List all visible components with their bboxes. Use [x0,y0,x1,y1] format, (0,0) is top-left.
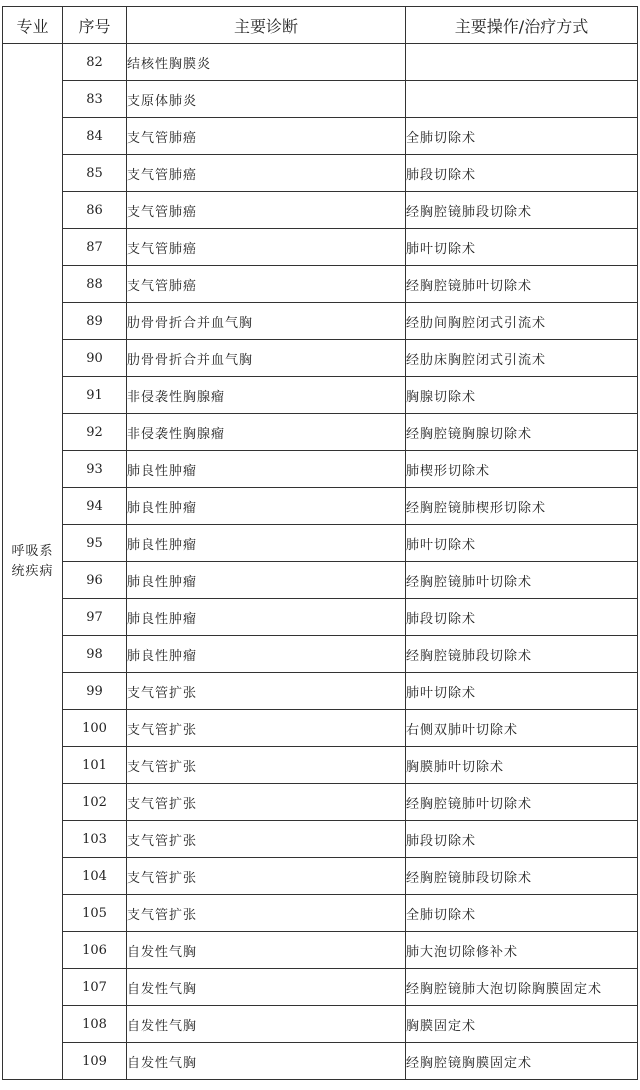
table-row [3,266,638,303]
diagnosis-cell: 支气管扩张 [127,821,406,858]
diagnosis-procedure-table [2,6,638,1080]
row-number-cell: 86 [63,192,127,229]
table-row [3,562,638,599]
table-row [3,192,638,229]
row-number-cell: 104 [63,858,127,895]
table-row [3,488,638,525]
row-number-cell: 108 [63,1006,127,1043]
diagnosis-cell: 支气管扩张 [127,747,406,784]
row-number-cell: 88 [63,266,127,303]
row-number-cell: 107 [63,969,127,1006]
row-number-cell: 99 [63,673,127,710]
table-row [3,747,638,784]
procedure-cell: 经胸腔镜肺大泡切除胸膜固定术 [406,969,638,1006]
diagnosis-cell: 支气管肺癌 [127,155,406,192]
row-number-cell: 95 [63,525,127,562]
diagnosis-cell: 支气管肺癌 [127,229,406,266]
procedure-cell: 经胸腔镜胸膜固定术 [406,1043,638,1080]
table-row [3,81,638,118]
specialty-label-line: 呼吸系 [11,543,54,559]
row-number-cell: 106 [63,932,127,969]
diagnosis-cell: 肺良性肿瘤 [127,488,406,525]
diagnosis-cell: 非侵袭性胸腺瘤 [127,414,406,451]
table-row [3,858,638,895]
diagnosis-cell: 支气管扩张 [127,710,406,747]
procedure-cell: 经胸腔镜肺叶切除术 [406,562,638,599]
diagnosis-cell: 非侵袭性胸腺瘤 [127,377,406,414]
diagnosis-cell: 自发性气胸 [127,1043,406,1080]
diagnosis-cell: 肋骨骨折合并血气胸 [127,340,406,377]
row-number-cell: 91 [63,377,127,414]
procedure-cell: 经胸腔镜胸腺切除术 [406,414,638,451]
procedure-cell: 经胸腔镜肺段切除术 [406,636,638,673]
procedure-cell: 肺大泡切除修补术 [406,932,638,969]
row-number-cell: 101 [63,747,127,784]
diagnosis-cell: 支气管扩张 [127,858,406,895]
procedure-cell: 肺叶切除术 [406,229,638,266]
procedure-cell: 经胸腔镜肺叶切除术 [406,266,638,303]
procedure-cell: 胸膜肺叶切除术 [406,747,638,784]
table-body [3,44,638,1080]
row-number-cell: 92 [63,414,127,451]
table-row [3,673,638,710]
row-number-cell: 109 [63,1043,127,1080]
procedure-cell: 肺楔形切除术 [406,451,638,488]
row-number-cell: 98 [63,636,127,673]
procedure-cell: 经胸腔镜肺段切除术 [406,858,638,895]
procedure-cell: 肺叶切除术 [406,673,638,710]
diagnosis-cell: 肺良性肿瘤 [127,451,406,488]
row-number-cell: 93 [63,451,127,488]
table-row [3,414,638,451]
diagnosis-cell: 自发性气胸 [127,1006,406,1043]
procedure-cell: 右侧双肺叶切除术 [406,710,638,747]
row-number-cell: 85 [63,155,127,192]
row-number-cell: 84 [63,118,127,155]
diagnosis-cell: 肺良性肿瘤 [127,562,406,599]
row-number-cell: 97 [63,599,127,636]
row-number-cell: 103 [63,821,127,858]
row-number-cell: 102 [63,784,127,821]
procedure-cell: 胸腺切除术 [406,377,638,414]
procedure-cell: 肺段切除术 [406,155,638,192]
table-row [3,784,638,821]
diagnosis-cell: 支气管扩张 [127,673,406,710]
table-row [3,340,638,377]
procedure-cell: 经胸腔镜肺叶切除术 [406,784,638,821]
procedure-cell: 全肺切除术 [406,118,638,155]
table-row [3,229,638,266]
specialty-cell [3,44,63,1080]
diagnosis-cell: 支气管肺癌 [127,192,406,229]
diagnosis-cell: 支原体肺炎 [127,81,406,118]
table-row [3,377,638,414]
diagnosis-cell: 支气管扩张 [127,784,406,821]
procedure-cell: 经肋间胸腔闭式引流术 [406,303,638,340]
procedure-cell: 肺段切除术 [406,821,638,858]
row-number-cell: 100 [63,710,127,747]
row-number-cell: 87 [63,229,127,266]
table-row [3,821,638,858]
procedure-cell: 肺段切除术 [406,599,638,636]
procedure-cell: 胸膜固定术 [406,1006,638,1043]
header-specialty: 专业 [3,7,63,44]
diagnosis-cell: 结核性胸膜炎 [127,44,406,81]
table-row [3,525,638,562]
diagnosis-cell: 肋骨骨折合并血气胸 [127,303,406,340]
diagnosis-cell: 自发性气胸 [127,969,406,1006]
diagnosis-cell: 支气管肺癌 [127,118,406,155]
diagnosis-cell: 支气管扩张 [127,895,406,932]
diagnosis-cell: 肺良性肿瘤 [127,599,406,636]
table-row [3,451,638,488]
diagnosis-cell: 肺良性肿瘤 [127,636,406,673]
row-number-cell: 83 [63,81,127,118]
diagnosis-cell: 自发性气胸 [127,932,406,969]
row-number-cell: 82 [63,44,127,81]
table-row [3,118,638,155]
row-number-cell: 105 [63,895,127,932]
header-row [3,7,638,44]
diagnosis-cell: 支气管肺癌 [127,266,406,303]
header-diagnosis: 主要诊断 [127,7,406,44]
procedure-cell: 全肺切除术 [406,895,638,932]
table-row [3,932,638,969]
table-row [3,1006,638,1043]
row-number-cell: 90 [63,340,127,377]
procedure-cell: 经肋床胸腔闭式引流术 [406,340,638,377]
table-row [3,895,638,932]
procedure-cell: 肺叶切除术 [406,525,638,562]
procedure-cell: 经胸腔镜肺段切除术 [406,192,638,229]
table-row [3,599,638,636]
row-number-cell: 96 [63,562,127,599]
procedure-cell [406,44,638,81]
specialty-label-line: 统疾病 [11,563,54,579]
header-procedure: 主要操作/治疗方式 [406,7,638,44]
table-row [3,1043,638,1080]
row-number-cell: 89 [63,303,127,340]
procedure-cell: 经胸腔镜肺楔形切除术 [406,488,638,525]
row-number-cell: 94 [63,488,127,525]
table-row [3,636,638,673]
table-row [3,44,638,81]
table-row [3,303,638,340]
diagnosis-cell: 肺良性肿瘤 [127,525,406,562]
table-row [3,710,638,747]
header-number: 序号 [63,7,127,44]
table-row [3,155,638,192]
procedure-cell [406,81,638,118]
table-row [3,969,638,1006]
